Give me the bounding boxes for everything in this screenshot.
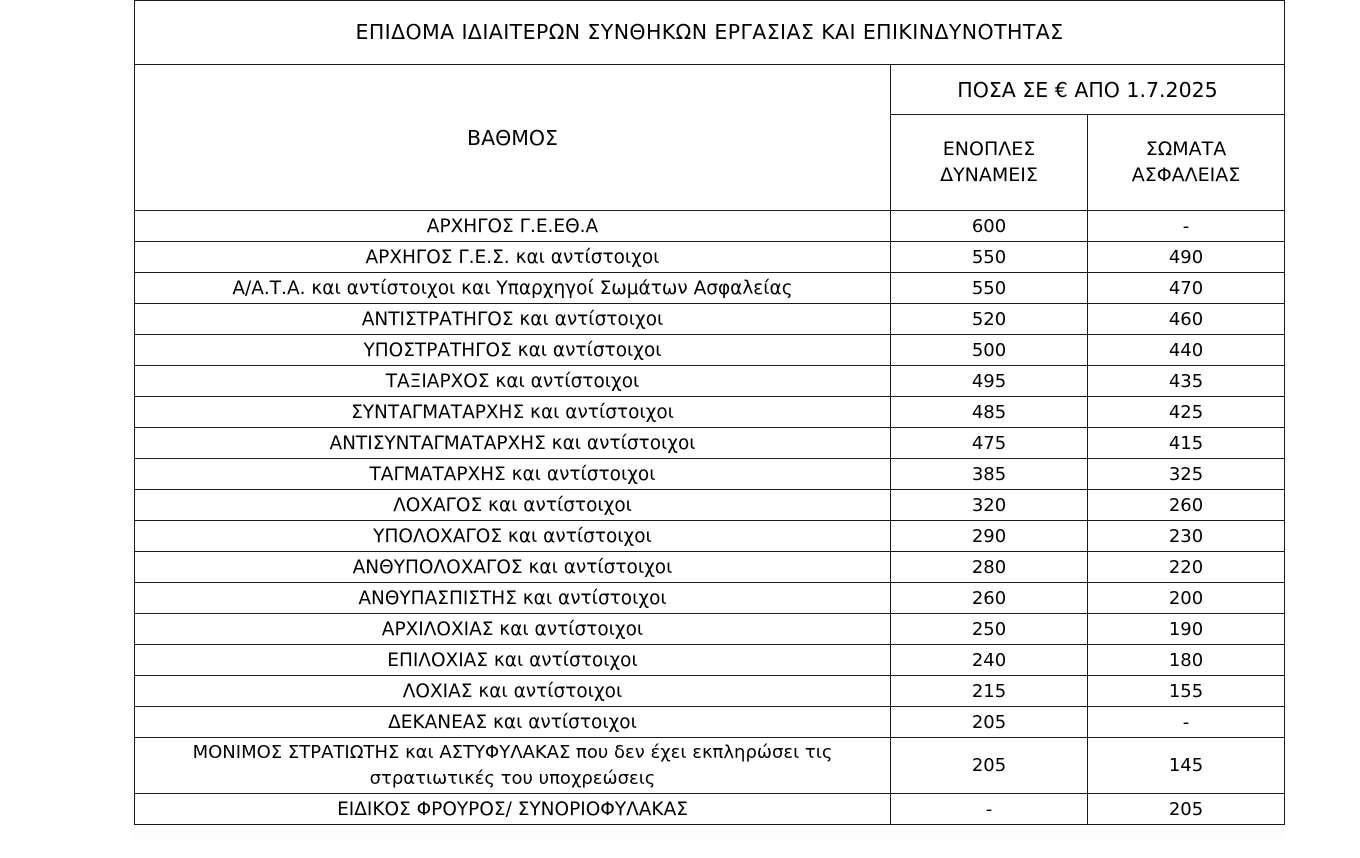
table-row	[135, 304, 1285, 335]
armed-forces-amount-cell: 250	[891, 614, 1088, 645]
table-row	[135, 335, 1285, 366]
table-row	[135, 211, 1285, 242]
security-forces-amount-cell: 180	[1088, 645, 1285, 676]
column-header-armed-forces-line1: ΕΝΟΠΛΕΣ	[942, 137, 1036, 160]
page-left-margin	[0, 0, 134, 858]
rank-cell: ΣΥΝΤΑΓΜΑΤΑΡΧΗΣ και αντίστοιχοι	[135, 397, 891, 428]
armed-forces-amount-cell: 205	[891, 707, 1088, 738]
page-right-margin	[1284, 0, 1360, 858]
table-row	[135, 428, 1285, 459]
rank-cell: ΑΝΤΙΣΥΝΤΑΓΜΑΤΑΡΧΗΣ και αντίστοιχοι	[135, 428, 891, 459]
security-forces-amount-cell: 460	[1088, 304, 1285, 335]
rank-cell: ΑΝΘΥΠΟΛΟΧΑΓΟΣ και αντίστοιχοι	[135, 552, 891, 583]
security-forces-amount-cell: 325	[1088, 459, 1285, 490]
rank-cell: ΥΠΟΛΟΧΑΓΟΣ και αντίστοιχοι	[135, 521, 891, 552]
table-row	[135, 676, 1285, 707]
rank-cell: ΑΝΘΥΠΑΣΠΙΣΤΗΣ και αντίστοιχοι	[135, 583, 891, 614]
table-row	[135, 397, 1285, 428]
armed-forces-amount-cell: 485	[891, 397, 1088, 428]
table-row	[135, 583, 1285, 614]
security-forces-amount-cell: 190	[1088, 614, 1285, 645]
armed-forces-amount-cell: 205	[891, 738, 1088, 794]
table-row	[135, 490, 1285, 521]
table-row	[135, 794, 1285, 825]
column-header-rank: ΒΑΘΜΟΣ	[135, 65, 891, 211]
rank-cell: ΥΠΟΣΤΡΑΤΗΓΟΣ και αντίστοιχοι	[135, 335, 891, 366]
allowance-table-container	[134, 0, 1284, 825]
allowance-table	[134, 0, 1285, 825]
rank-cell: ΑΝΤΙΣΤΡΑΤΗΓΟΣ και αντίστοιχοι	[135, 304, 891, 335]
table-data-rows	[135, 211, 1285, 825]
table-row	[135, 242, 1285, 273]
security-forces-amount-cell: 415	[1088, 428, 1285, 459]
armed-forces-amount-cell: 280	[891, 552, 1088, 583]
column-header-security-forces-line1: ΣΩΜΑΤΑ	[1145, 137, 1227, 160]
armed-forces-amount-cell: 520	[891, 304, 1088, 335]
rank-cell: ΔΕΚΑΝΕΑΣ και αντίστοιχοι	[135, 707, 891, 738]
armed-forces-amount-cell: 550	[891, 273, 1088, 304]
column-header-security-forces-line2: ΑΣΦΑΛΕΙΑΣ	[1131, 163, 1241, 186]
security-forces-amount-cell: -	[1088, 211, 1285, 242]
column-header-armed-forces	[891, 115, 1088, 211]
armed-forces-amount-cell: 500	[891, 335, 1088, 366]
rank-cell: ΤΑΞΙΑΡΧΟΣ και αντίστοιχοι	[135, 366, 891, 397]
rank-cell: ΜΟΝΙΜΟΣ ΣΤΡΑΤΙΩΤΗΣ και ΑΣΤΥΦΥΛΑΚΑΣ που δεν έχει εκπληρώσει τις στρατιωτικές του υποχρεώσεις	[135, 738, 891, 794]
page-bottom-margin	[0, 840, 1360, 858]
security-forces-amount-cell: 230	[1088, 521, 1285, 552]
table-row	[135, 521, 1285, 552]
rank-cell: ΛΟΧΙΑΣ και αντίστοιχοι	[135, 676, 891, 707]
security-forces-amount-cell: 145	[1088, 738, 1285, 794]
security-forces-amount-cell: 425	[1088, 397, 1285, 428]
security-forces-amount-cell: 155	[1088, 676, 1285, 707]
security-forces-amount-cell: 470	[1088, 273, 1285, 304]
column-header-armed-forces-line2: ΔΥΝΑΜΕΙΣ	[940, 163, 1038, 186]
table-row	[135, 366, 1285, 397]
armed-forces-amount-cell: 385	[891, 459, 1088, 490]
security-forces-amount-cell: -	[1088, 707, 1285, 738]
rank-cell: ΕΙΔΙΚΟΣ ΦΡΟΥΡΟΣ/ ΣΥΝΟΡΙΟΦΥΛΑΚΑΣ	[135, 794, 891, 825]
rank-cell: ΑΡΧΗΓΟΣ Γ.Ε.ΕΘ.Α	[135, 211, 891, 242]
security-forces-amount-cell: 200	[1088, 583, 1285, 614]
rank-cell: ΛΟΧΑΓΟΣ και αντίστοιχοι	[135, 490, 891, 521]
armed-forces-amount-cell: 290	[891, 521, 1088, 552]
armed-forces-amount-cell: -	[891, 794, 1088, 825]
armed-forces-amount-cell: 475	[891, 428, 1088, 459]
header-row-1	[135, 65, 1285, 115]
rank-cell: ΤΑΓΜΑΤΑΡΧΗΣ και αντίστοιχοι	[135, 459, 891, 490]
table-row	[135, 552, 1285, 583]
rank-cell: ΕΠΙΛΟΧΙΑΣ και αντίστοιχοι	[135, 645, 891, 676]
armed-forces-amount-cell: 550	[891, 242, 1088, 273]
document-title	[135, 1, 1285, 65]
security-forces-amount-cell: 205	[1088, 794, 1285, 825]
armed-forces-amount-cell: 215	[891, 676, 1088, 707]
rank-cell: Α/Α.Τ.Α. και αντίστοιχοι και Υπαρχηγοί Σωμάτων Ασφαλείας	[135, 273, 891, 304]
table-body	[135, 1, 1285, 211]
table-row	[135, 273, 1285, 304]
document-title-text: ΕΠΙΔΟΜΑ ΙΔΙΑΙΤΕΡΩΝ ΣΥΝΘΗΚΩΝ ΕΡΓΑΣΙΑΣ ΚΑΙ ΕΠΙΚΙΝΔΥΝΟΤΗΤΑΣ	[355, 19, 1064, 44]
security-forces-amount-cell: 490	[1088, 242, 1285, 273]
armed-forces-amount-cell: 240	[891, 645, 1088, 676]
security-forces-amount-cell: 440	[1088, 335, 1285, 366]
rank-cell: ΑΡΧΙΛΟΧΙΑΣ και αντίστοιχοι	[135, 614, 891, 645]
security-forces-amount-cell: 435	[1088, 366, 1285, 397]
table-row	[135, 645, 1285, 676]
table-row	[135, 614, 1285, 645]
table-row	[135, 738, 1285, 794]
armed-forces-amount-cell: 260	[891, 583, 1088, 614]
rank-cell: ΑΡΧΗΓΟΣ Γ.Ε.Σ. και αντίστοιχοι	[135, 242, 891, 273]
security-forces-amount-cell: 220	[1088, 552, 1285, 583]
security-forces-amount-cell: 260	[1088, 490, 1285, 521]
table-title-row	[135, 1, 1285, 65]
column-header-amounts: ΠΟΣΑ ΣΕ € ΑΠΟ 1.7.2025	[891, 65, 1285, 115]
table-row	[135, 707, 1285, 738]
armed-forces-amount-cell: 600	[891, 211, 1088, 242]
armed-forces-amount-cell: 320	[891, 490, 1088, 521]
armed-forces-amount-cell: 495	[891, 366, 1088, 397]
column-header-security-forces	[1088, 115, 1285, 211]
table-row	[135, 459, 1285, 490]
